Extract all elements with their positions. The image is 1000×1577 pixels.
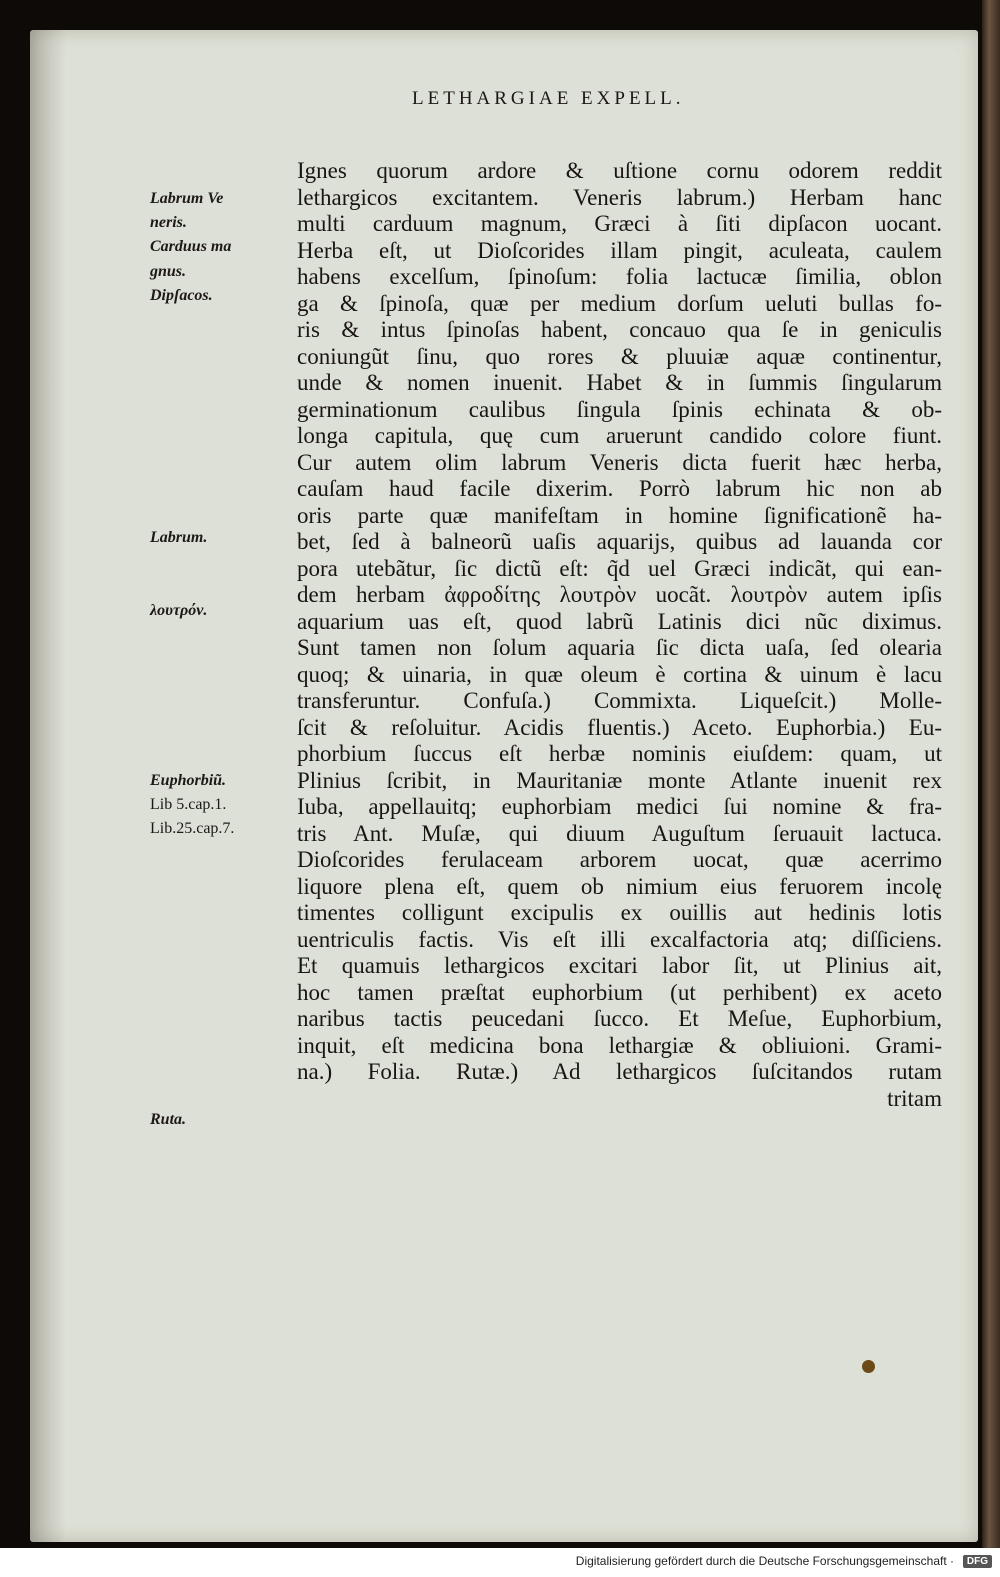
text-line: Dioſcorides ferulaceam arborem uocat, quæ acerrimo (297, 847, 942, 872)
text-line: pora utebãtur, ſic dictũ eſt: q̃d uel Græci indicãt, qui ean- (297, 555, 942, 581)
margin-note: Lib.25.cap.7. (150, 820, 235, 838)
text-line: Iuba, appellauitq; euphorbiam medici ſui nomine & fra- (297, 794, 942, 819)
text-line: Sunt tamen non ſolum aquaria ſic dicta uaſa, ſed olearia (297, 635, 942, 660)
margin-note: λουτρόν. (150, 602, 208, 620)
text-line: coniungũt ſinu, quo rores & pluuiæ aquæ continentur, (297, 343, 942, 369)
text-line: inquit, eſt medicina bona lethargiæ & obliuioni. Grami- (297, 1032, 942, 1058)
text-line: naribus tactis peucedani ſucco. Et Meſue, Euphorbium, (297, 1006, 942, 1031)
footer-credit: Digitalisierung gefördert durch die Deutsche Forschungsgemeinschaft · (575, 1554, 954, 1568)
text-line: na.) Folia. Rutæ.) Ad lethargicos ſuſcitandos rutam (297, 1059, 942, 1084)
margin-note: Euphorbiũ. (150, 771, 227, 789)
text-line: phorbium ſuccus eſt herbæ nominis eiuſdem: quam, ut (297, 741, 942, 766)
text-line: Ignes quorum ardore & uſtione cornu odorem reddit (297, 158, 942, 183)
margin-note: Dipſacos. (150, 286, 213, 304)
dfg-logo: DFG (963, 1555, 992, 1568)
text-line: liquore plena eſt, quem ob nimium eius feruorem incolę (297, 873, 942, 899)
margin-note: Lib 5.cap.1. (150, 796, 227, 814)
margin-note: Carduus ma (150, 238, 232, 256)
margin-note: Ruta. (150, 1111, 187, 1129)
running-header: LETHARGIAE EXPELL. (412, 88, 685, 109)
text-line: habens excelſum, ſpinoſum: folia lactucæ ſimilia, oblon (297, 264, 942, 289)
text-line: Herba eſt, ut Dioſcorides illam pingit, aculeata, caulem (297, 237, 942, 263)
text-line: ſcit & reſoluitur. Acidis fluentis.) Aceto. Euphorbia.) Eu- (297, 714, 942, 740)
text-line: hoc tamen præſtat euphorbium (ut perhibent) ex aceto (297, 979, 942, 1005)
text-line: germinationum caulibus ſingula ſpinis echinata & ob- (297, 396, 942, 422)
text-line: transferuntur. Confuſa.) Commixta. Liqueſcit.) Molle- (297, 688, 942, 713)
text-line: timentes colligunt excipulis ex ouillis aut hedinis lotis (297, 900, 942, 925)
text-line: bet, ſed à balneorũ uaſis aquarijs, quibus ad lauanda cor (297, 529, 942, 554)
text-line: lethargicos excitantem. Veneris labrum.) Herbam hanc (297, 184, 942, 210)
text-line: Plinius ſcribit, in Mauritaniæ monte Atlante inuenit rex (297, 767, 942, 793)
margin-note: Labrum. (150, 529, 208, 547)
text-line: multi carduum magnum, Græci à ſiti dipſacon uocant. (297, 211, 942, 236)
main-text-block (297, 158, 942, 1112)
margin-note: Labrum Ve (150, 190, 224, 207)
footer-bar (0, 1548, 1000, 1577)
book-edge (982, 0, 1000, 1548)
text-line: tritam (887, 1085, 942, 1111)
margin-note: neris. (150, 214, 187, 232)
page-gutter-shadow (30, 30, 66, 1542)
text-line: oris parte quæ manifeſtam in homine ſignificationẽ ha- (297, 502, 942, 528)
text-line: ga & ſpinoſa, quæ per medium dorſum ueluti bullas fo- (297, 290, 942, 316)
ink-spot (862, 1360, 875, 1373)
text-line: tris Ant. Muſæ, qui diuum Auguſtum ſeruauit lactuca. (297, 820, 942, 846)
text-line: Et quamuis lethargicos excitari labor ſit, ut Plinius ait, (297, 953, 942, 978)
margin-note: gnus. (150, 262, 187, 280)
text-line: cauſam haud facile dixerim. Porrò labrum hic non ab (297, 476, 942, 501)
text-line: uentriculis factis. Vis eſt illi excalfactoria atq; diſſiciens. (297, 926, 942, 952)
text-line: Cur autem olim labrum Veneris dicta fuerit hæc herba, (297, 449, 942, 475)
text-line: longa capitula, quę cum aruerunt candido colore fiunt. (297, 423, 942, 448)
text-line: aquarium uas eſt, quod labrũ Latinis dici nũc diximus. (297, 608, 942, 634)
text-line: quoq; & uinaria, in quæ oleum è cortina & uinum è lacu (297, 661, 942, 687)
text-line: unde & nomen inuenit. Habet & in ſummis ſingularum (297, 370, 942, 395)
text-line: dem herbam ἀφροδίτης λουτρὸν uocãt. λουτρὸν autem ipſis (297, 582, 942, 607)
text-line: ris & intus ſpinoſas habent, concauo qua ſe in geniculis (297, 317, 942, 342)
